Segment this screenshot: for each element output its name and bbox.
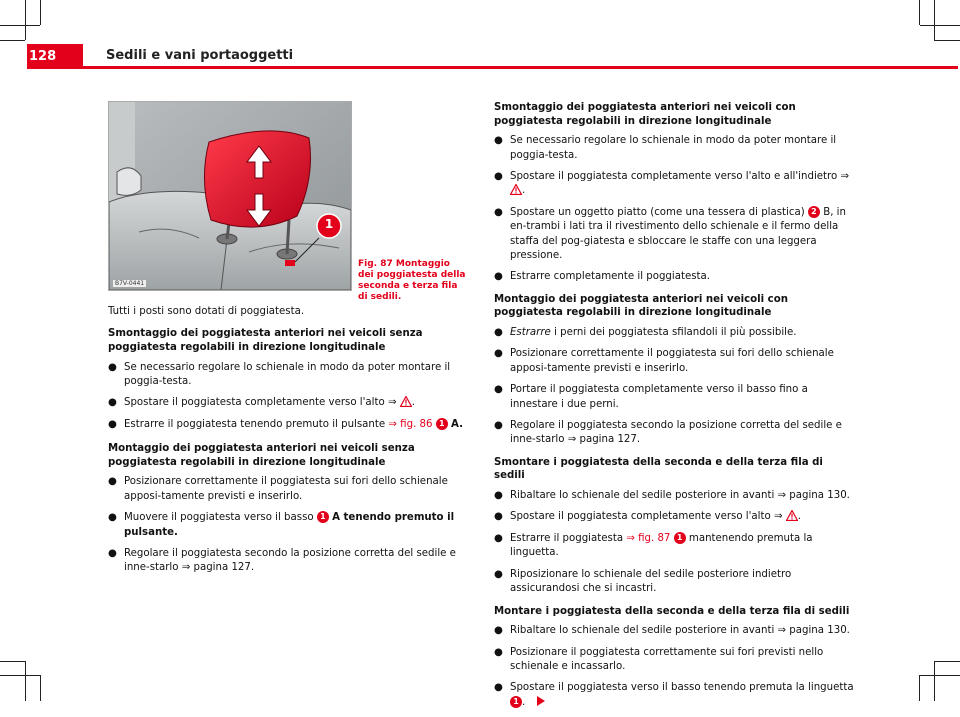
bullet-icon: ● [494, 511, 503, 523]
callout-badge: 2 [808, 206, 820, 218]
warning-triangle-icon [400, 396, 412, 407]
bullet-icon: ● [494, 384, 503, 396]
bullet-icon: ● [494, 135, 503, 147]
crop-mark [40, 675, 41, 701]
bullet-icon: ● [494, 625, 503, 637]
crop-mark [25, 661, 26, 701]
crop-mark [934, 661, 935, 701]
list-item: ● Se necessario regolare lo schienale in modo da poter montare il poggia-testa. [494, 135, 837, 161]
figure-reference-link[interactable]: ⇒ fig. 87 [626, 532, 671, 544]
headrest-figure [108, 101, 352, 291]
bullet-icon: ● [108, 548, 117, 560]
crop-mark [934, 40, 960, 41]
section-heading: Montaggio dei poggiatesta anteriori nei veicoli con poggiatesta regolabili in direzione longitudinale [494, 293, 788, 319]
callout-number: 1 [324, 217, 334, 231]
list-item: ● Riposizionare lo schienale del sedile posteriore indietro assicurandosi che si incastri. [494, 568, 792, 595]
list-item: ● Spostare il poggiatesta completamente verso l'alto ⇒ . [108, 396, 468, 410]
bullet-icon: ● [108, 397, 117, 409]
crop-mark [0, 40, 25, 41]
bullet-icon: ● [494, 171, 503, 182]
headrest-illustration [109, 102, 351, 290]
crop-mark [25, 0, 26, 40]
bullet-icon: ● [494, 490, 503, 502]
list-item: ● Se necessario regolare lo schienale in modo da poter montare il poggia-testa. [108, 361, 451, 387]
crop-mark [0, 661, 25, 662]
bullet-icon: ● [494, 348, 503, 360]
crop-mark [40, 0, 41, 25]
bullet-icon: ● [494, 420, 503, 432]
section-heading: Montaggio dei poggiatesta anteriori nei veicoli senza poggiatesta regolabili in direzione longitudinale [108, 443, 415, 468]
bullet-icon: ● [494, 568, 503, 580]
page-number: 128 [29, 49, 57, 64]
warning-triangle-icon [786, 510, 798, 521]
bullet-icon: ● [494, 682, 503, 694]
bullet-icon: ● [494, 532, 503, 544]
list-item: ● Portare il poggiatesta completamente verso il basso fino a innestare i due perni. [494, 384, 808, 410]
page-number-box [27, 44, 83, 69]
bullet-icon: ● [108, 418, 117, 430]
callout-badge: 1 [436, 418, 448, 430]
section-heading: Smontaggio dei poggiatesta anteriori nei veicoli con poggiatesta regolabili in direzione longitudinale [494, 102, 796, 127]
crop-mark [919, 675, 920, 701]
bullet-icon: ● [108, 512, 117, 524]
list-item: ● Spostare il poggiatesta completamente verso l'alto ⇒ . [494, 510, 854, 524]
list-item: ● Estrarre i perni dei poggiatesta sfilandoli il più possibile. [494, 326, 854, 340]
list-item: ● Muovere il poggiatesta verso il basso 1 A tenendo premuto il pulsante. [108, 512, 455, 538]
section-heading: Smontare i poggiatesta della seconda e della terza fila di sedili [494, 456, 823, 482]
figure-caption-label: Fig. 87 [358, 259, 393, 269]
bullet-icon: ● [494, 206, 503, 218]
section-heading: Smontaggio dei poggiatesta anteriori nei veicoli senza poggiatesta regolabili in direzione longitudinale [108, 328, 423, 353]
list-item: ● Ribaltare lo schienale del sedile posteriore in avanti ⇒ pagina 130. [494, 624, 854, 638]
section-heading: Montare i poggiatesta della seconda e della terza fila di sedili [494, 605, 850, 617]
callout-badge: 1 [674, 532, 686, 544]
bullet-icon: ● [494, 327, 503, 339]
list-item: ● Posizionare correttamente il poggiatesta sui fori dello schienale apposi-tamente previsti e inserirlo. [108, 476, 448, 502]
figure-caption [358, 259, 468, 303]
list-item: ● Estrarre completamente il poggiatesta. [494, 270, 854, 284]
list-item: ● Regolare il poggiatesta secondo la posizione corretta del sedile e inne-starlo ⇒ pagina 127. [494, 420, 842, 446]
crop-mark [920, 25, 960, 26]
callout-badge: 1 [317, 511, 329, 523]
list-item: ● Posizionare il poggiatesta correttamente sui fori previsti nello schienale e incassarlo. [494, 646, 824, 672]
bullet-icon: ● [494, 646, 503, 658]
list-item: ● Spostare il poggiatesta verso il basso tenendo premuta la linguetta 1 . [494, 682, 854, 708]
list-item: ● Regolare il poggiatesta secondo la posizione corretta del sedile e inne-starlo ⇒ pagina 127. [108, 548, 456, 574]
callout-badge: 1 [510, 696, 522, 708]
right-column [494, 101, 854, 717]
header-rule [83, 66, 958, 69]
crop-mark [919, 0, 920, 25]
bullet-icon: ● [494, 271, 503, 283]
bullet-icon: ● [108, 361, 117, 373]
crop-mark [934, 0, 935, 40]
intro-text: Tutti i posti sono dotati di poggiatesta. [108, 306, 305, 317]
list-item: ● Spostare un oggetto piatto (come una tessera di plastica) 2 B, in en-trambi i lati tra il rivestimento dello schienale e il fermo della staffa del pog-giatesta e sbloccare le staffe con una leggera pressione. [494, 206, 846, 262]
figure-reference-link[interactable]: ⇒ fig. 86 [388, 418, 433, 430]
warning-triangle-icon [510, 184, 522, 195]
list-item: ● Spostare il poggiatesta completamente verso l'alto e all'indietro ⇒ . [494, 171, 850, 197]
list-item: ● Ribaltare lo schienale del sedile posteriore in avanti ⇒ pagina 130. [494, 489, 854, 503]
crop-mark [934, 661, 960, 662]
crop-mark [0, 675, 40, 676]
figure-caption-text: Montaggio dei poggiatesta della seconda e terza fila di sedili. [358, 259, 466, 302]
bullet-icon: ● [108, 476, 117, 488]
list-item: ● Estrarre il poggiatesta ⇒ fig. 87 1 mantenendo premuta la linguetta. [494, 532, 813, 559]
crop-mark [0, 25, 40, 26]
list-item: ● Posizionare correttamente il poggiatesta sui fori dello schienale apposi-tamente previsti e inserirlo. [494, 348, 834, 374]
image-code: B7V-0441 [115, 280, 145, 287]
crop-mark [920, 675, 960, 676]
page-title: Sedili e vani portaoggetti [106, 48, 294, 63]
list-item: ● Estrarre il poggiatesta tenendo premuto il pulsante ⇒ fig. 86 1 A. [108, 418, 468, 432]
left-column [108, 305, 468, 583]
